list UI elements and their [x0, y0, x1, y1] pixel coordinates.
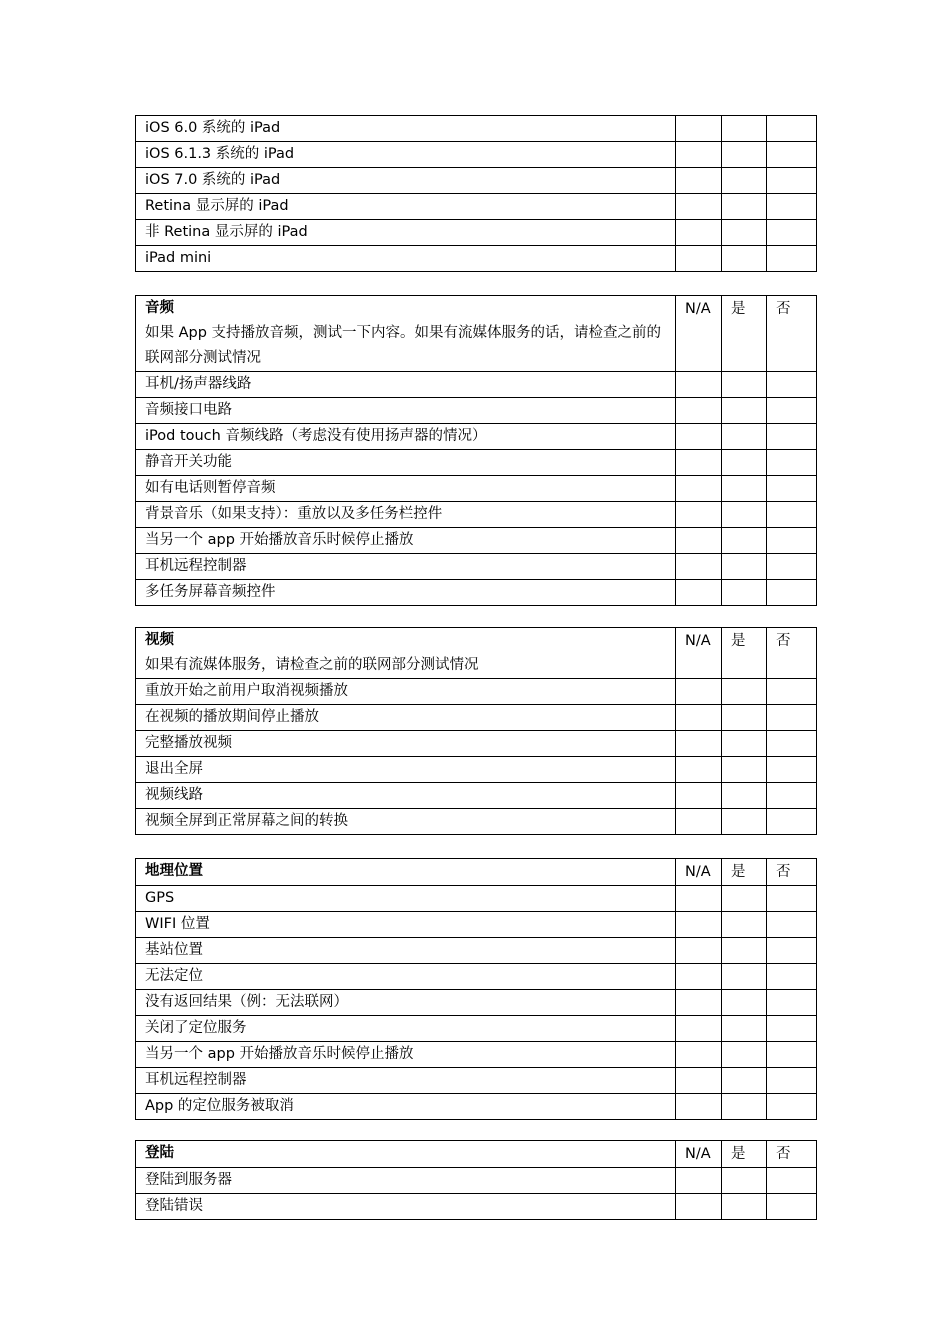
- check-cell-yes[interactable]: [722, 1016, 767, 1042]
- table-row: [136, 528, 817, 554]
- check-cell-yes[interactable]: [722, 554, 767, 580]
- table-row: [136, 757, 817, 783]
- item-label: 视频线路: [136, 783, 676, 809]
- check-cell-yes[interactable]: [722, 246, 767, 272]
- check-cell-na[interactable]: [676, 554, 722, 580]
- check-cell-na[interactable]: [676, 450, 722, 476]
- col-yes-header: 是: [722, 1141, 767, 1168]
- check-cell-no[interactable]: [767, 580, 817, 606]
- check-cell-na[interactable]: [676, 990, 722, 1016]
- item-label: 基站位置: [136, 938, 676, 964]
- check-cell-na[interactable]: [676, 398, 722, 424]
- check-cell-na[interactable]: [676, 194, 722, 220]
- check-cell-no[interactable]: [767, 450, 817, 476]
- check-cell-na[interactable]: [676, 731, 722, 757]
- login-table: [135, 1140, 817, 1220]
- video-title: 视频: [145, 632, 174, 648]
- check-cell-na[interactable]: [676, 246, 722, 272]
- item-label: iOS 6.1.3 系统的 iPad: [136, 142, 676, 168]
- item-label: 登陆错误: [136, 1194, 676, 1220]
- item-label: 耳机远程控制器: [136, 1068, 676, 1094]
- check-cell-yes[interactable]: [722, 1042, 767, 1068]
- item-label: iOS 6.0 系统的 iPad: [136, 116, 676, 142]
- check-cell-na[interactable]: [676, 424, 722, 450]
- check-cell-no[interactable]: [767, 116, 817, 142]
- table-row: [136, 398, 817, 424]
- devices-table: [135, 115, 817, 272]
- table-row: [136, 938, 817, 964]
- check-cell-yes[interactable]: [722, 990, 767, 1016]
- audio-title: 音频: [145, 300, 174, 316]
- col-na-header: N/A: [676, 1141, 722, 1168]
- check-cell-na[interactable]: [676, 528, 722, 554]
- check-cell-no[interactable]: [767, 783, 817, 809]
- check-cell-no[interactable]: [767, 809, 817, 835]
- check-cell-yes[interactable]: [722, 886, 767, 912]
- geo-table: [135, 858, 817, 1120]
- check-cell-no[interactable]: [767, 554, 817, 580]
- check-cell-na[interactable]: [676, 757, 722, 783]
- check-cell-no[interactable]: [767, 938, 817, 964]
- check-cell-no[interactable]: [767, 1168, 817, 1194]
- table-row: [136, 116, 817, 142]
- check-cell-yes[interactable]: [722, 731, 767, 757]
- item-label: 耳机/扬声器线路: [136, 372, 676, 398]
- item-label: 退出全屏: [136, 757, 676, 783]
- table-row: [136, 990, 817, 1016]
- geo-title: 地理位置: [145, 863, 203, 879]
- item-label: 没有返回结果（例：无法联网）: [136, 990, 676, 1016]
- check-cell-na[interactable]: [676, 783, 722, 809]
- table-row: [136, 679, 817, 705]
- col-no-header: 否: [767, 628, 817, 679]
- check-cell-yes[interactable]: [722, 757, 767, 783]
- table-row: [136, 502, 817, 528]
- item-label: 当另一个 app 开始播放音乐时候停止播放: [136, 528, 676, 554]
- check-cell-yes[interactable]: [722, 450, 767, 476]
- check-cell-no[interactable]: [767, 1094, 817, 1120]
- table-row: [136, 476, 817, 502]
- table-row: [136, 168, 817, 194]
- check-cell-na[interactable]: [676, 886, 722, 912]
- check-cell-yes[interactable]: [722, 679, 767, 705]
- col-na-header: N/A: [676, 296, 722, 372]
- check-cell-yes[interactable]: [722, 528, 767, 554]
- item-label: App 的定位服务被取消: [136, 1094, 676, 1120]
- item-label: 背景音乐（如果支持）：重放以及多任务栏控件: [136, 502, 676, 528]
- check-cell-yes[interactable]: [722, 705, 767, 731]
- item-label: 当另一个 app 开始播放音乐时候停止播放: [136, 1042, 676, 1068]
- item-label: iPad mini: [136, 246, 676, 272]
- check-cell-yes[interactable]: [722, 912, 767, 938]
- col-no-header: 否: [767, 859, 817, 886]
- check-cell-na[interactable]: [676, 938, 722, 964]
- table-row: [136, 1068, 817, 1094]
- check-cell-na[interactable]: [676, 964, 722, 990]
- table-row: [136, 372, 817, 398]
- check-cell-na[interactable]: [676, 372, 722, 398]
- col-na-header: N/A: [676, 859, 722, 886]
- table-row: [136, 220, 817, 246]
- audio-header-cell: [136, 296, 676, 372]
- check-cell-no[interactable]: [767, 1194, 817, 1220]
- table-row: [136, 194, 817, 220]
- item-label: iPod touch 音频线路（考虑没有使用扬声器的情况）: [136, 424, 676, 450]
- check-cell-no[interactable]: [767, 1068, 817, 1094]
- check-cell-no[interactable]: [767, 757, 817, 783]
- check-cell-yes[interactable]: [722, 1194, 767, 1220]
- table-row: [136, 1016, 817, 1042]
- check-cell-yes[interactable]: [722, 580, 767, 606]
- item-label: 耳机远程控制器: [136, 554, 676, 580]
- check-cell-no[interactable]: [767, 705, 817, 731]
- check-cell-na[interactable]: [676, 502, 722, 528]
- check-cell-na[interactable]: [676, 1042, 722, 1068]
- item-label: 关闭了定位服务: [136, 1016, 676, 1042]
- check-cell-no[interactable]: [767, 912, 817, 938]
- check-cell-na[interactable]: [676, 809, 722, 835]
- check-cell-no[interactable]: [767, 1042, 817, 1068]
- check-cell-no[interactable]: [767, 990, 817, 1016]
- check-cell-yes[interactable]: [722, 1094, 767, 1120]
- item-label: 重放开始之前用户取消视频播放: [136, 679, 676, 705]
- table-row: [136, 1168, 817, 1194]
- check-cell-na[interactable]: [676, 142, 722, 168]
- check-cell-na[interactable]: [676, 1016, 722, 1042]
- item-label: iOS 7.0 系统的 iPad: [136, 168, 676, 194]
- item-label: 多任务屏幕音频控件: [136, 580, 676, 606]
- check-cell-na[interactable]: [676, 580, 722, 606]
- item-label: 静音开关功能: [136, 450, 676, 476]
- check-cell-na[interactable]: [676, 705, 722, 731]
- check-cell-yes[interactable]: [722, 783, 767, 809]
- table-row: [136, 964, 817, 990]
- check-cell-yes[interactable]: [722, 220, 767, 246]
- check-cell-no[interactable]: [767, 731, 817, 757]
- table-row: [136, 783, 817, 809]
- check-cell-yes[interactable]: [722, 116, 767, 142]
- check-cell-no[interactable]: [767, 194, 817, 220]
- check-cell-no[interactable]: [767, 502, 817, 528]
- check-cell-yes[interactable]: [722, 502, 767, 528]
- table-row: [136, 142, 817, 168]
- check-cell-yes[interactable]: [722, 1168, 767, 1194]
- item-label: Retina 显示屏的 iPad: [136, 194, 676, 220]
- check-cell-no[interactable]: [767, 679, 817, 705]
- col-no-header: 否: [767, 296, 817, 372]
- col-na-header: N/A: [676, 628, 722, 679]
- table-row: [136, 450, 817, 476]
- check-cell-yes[interactable]: [722, 398, 767, 424]
- check-cell-no[interactable]: [767, 528, 817, 554]
- audio-description: 如果 App 支持播放音频，测试一下内容。如果有流媒体服务的话，请检查之前的联网部分测试情况: [145, 325, 662, 366]
- video-header-cell: [136, 628, 676, 679]
- check-cell-yes[interactable]: [722, 194, 767, 220]
- item-label: GPS: [136, 886, 676, 912]
- login-header-cell: [136, 1141, 676, 1168]
- table-row: [136, 705, 817, 731]
- item-label: 如有电话则暂停音频: [136, 476, 676, 502]
- check-cell-no[interactable]: [767, 220, 817, 246]
- check-cell-yes[interactable]: [722, 168, 767, 194]
- check-cell-na[interactable]: [676, 168, 722, 194]
- check-cell-na[interactable]: [676, 1194, 722, 1220]
- check-cell-yes[interactable]: [722, 372, 767, 398]
- table-row: [136, 1094, 817, 1120]
- table-row: [136, 731, 817, 757]
- col-yes-header: 是: [722, 628, 767, 679]
- login-header-row: [136, 1141, 817, 1168]
- table-row: [136, 1194, 817, 1220]
- check-cell-na[interactable]: [676, 1068, 722, 1094]
- video-header-row: [136, 628, 817, 679]
- check-cell-no[interactable]: [767, 886, 817, 912]
- check-cell-no[interactable]: [767, 246, 817, 272]
- check-cell-no[interactable]: [767, 476, 817, 502]
- video-description: 如果有流媒体服务，请检查之前的联网部分测试情况: [145, 657, 479, 673]
- video-table: [135, 627, 817, 835]
- geo-header-row: [136, 859, 817, 886]
- check-cell-yes[interactable]: [722, 424, 767, 450]
- audio-header-row: [136, 296, 817, 372]
- item-label: 无法定位: [136, 964, 676, 990]
- check-cell-no[interactable]: [767, 168, 817, 194]
- check-cell-yes[interactable]: [722, 964, 767, 990]
- col-no-header: 否: [767, 1141, 817, 1168]
- check-cell-no[interactable]: [767, 964, 817, 990]
- table-row: [136, 554, 817, 580]
- table-row: [136, 912, 817, 938]
- check-cell-na[interactable]: [676, 912, 722, 938]
- item-label: 完整播放视频: [136, 731, 676, 757]
- check-cell-na[interactable]: [676, 1168, 722, 1194]
- check-cell-no[interactable]: [767, 372, 817, 398]
- check-cell-yes[interactable]: [722, 938, 767, 964]
- check-cell-yes[interactable]: [722, 142, 767, 168]
- table-row: [136, 580, 817, 606]
- check-cell-na[interactable]: [676, 1094, 722, 1120]
- item-label: WIFI 位置: [136, 912, 676, 938]
- geo-header-cell: [136, 859, 676, 886]
- table-row: [136, 1042, 817, 1068]
- table-row: [136, 246, 817, 272]
- login-title: 登陆: [145, 1145, 174, 1161]
- check-cell-no[interactable]: [767, 142, 817, 168]
- check-cell-na[interactable]: [676, 476, 722, 502]
- check-cell-yes[interactable]: [722, 809, 767, 835]
- check-cell-na[interactable]: [676, 116, 722, 142]
- item-label: 登陆到服务器: [136, 1168, 676, 1194]
- col-yes-header: 是: [722, 859, 767, 886]
- check-cell-yes[interactable]: [722, 1068, 767, 1094]
- check-cell-no[interactable]: [767, 424, 817, 450]
- audio-table: [135, 295, 817, 606]
- table-row: [136, 886, 817, 912]
- item-label: 在视频的播放期间停止播放: [136, 705, 676, 731]
- check-cell-no[interactable]: [767, 398, 817, 424]
- check-cell-na[interactable]: [676, 220, 722, 246]
- item-label: 音频接口电路: [136, 398, 676, 424]
- item-label: 非 Retina 显示屏的 iPad: [136, 220, 676, 246]
- check-cell-na[interactable]: [676, 679, 722, 705]
- table-row: [136, 809, 817, 835]
- check-cell-no[interactable]: [767, 1016, 817, 1042]
- check-cell-yes[interactable]: [722, 476, 767, 502]
- item-label: 视频全屏到正常屏幕之间的转换: [136, 809, 676, 835]
- col-yes-header: 是: [722, 296, 767, 372]
- table-row: [136, 424, 817, 450]
